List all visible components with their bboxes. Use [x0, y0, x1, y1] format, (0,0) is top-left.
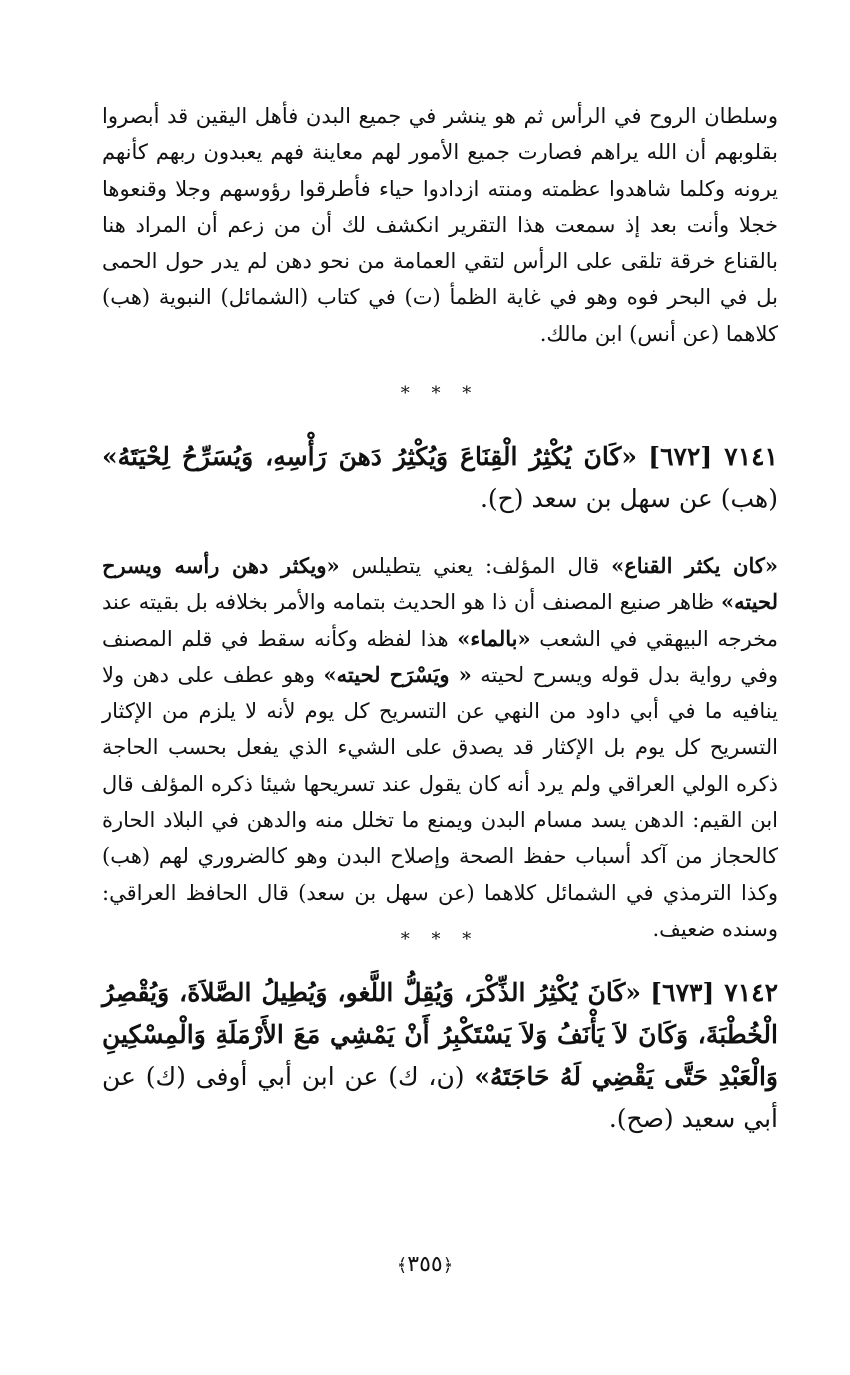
hadith-7142 — [102, 972, 778, 1152]
quoted-phrase: « ويَسْرَح لحيته» — [323, 661, 472, 687]
page-number-value: ٣٥٥ — [407, 1252, 443, 1277]
commentary-text: وهو عطف على دهن ولا ينافيه ما في أبي داود من النهي عن التسريح كل يوم لأنه لا يلزم من الإكثار التسريح كل يوم بل الإكثار قد يصدق على الشيء الذي يفعل بحسب الحاجة ذكره الولي العراقي ولم يرد أنه كان يقول عند تسريحها شيئا ذكره المؤلف قال ابن القيم: الدهن يسد مسام البدن ويمنع ما تخلل منه والدهن في البلاد الحارة كالحجاز من آكد أسباب حفظ الصحة وإصلاح البدن وهو كالضروري لهم (هب) وكذا الترمذي في الشمائل كلاهما (عن سهل بن سعد) قال الحافظ العراقي: وسنده ضعيف. — [102, 662, 778, 941]
quoted-phrase: «كان يكثر القناع» — [611, 553, 779, 578]
quoted-phrase: «ويكثر دهن رأسه ويسرح لحيته» — [102, 553, 778, 615]
hadith-text: «كَانَ يُكْثِرُ الذِّكْرَ، وَيُقِلُّ اللَّغو، وَيُطِيلُ الصَّلاَةَ، وَيُقْصِرُ الْخُطْبَةَ، وَكَانَ لاَ يَأْنَفُ وَلاَ يَسْتَكْبِرُ أَنْ يَمْشِي مَعَ الأَرْمَلَةِ وَالْمِسْكِينِ وَالْعَبْدِ حَتَّى يَقْضِي لَهُ حَاجَتَهُ» — [102, 978, 778, 1091]
hadith-number: ٧١٤١ [٦٧٢] — [648, 442, 778, 471]
hadith-source: (هب) عن سهل بن سعد (ح). — [479, 484, 778, 513]
hadith-number: ٧١٤٢ [٦٧٣] — [650, 978, 778, 1007]
hadith-text: «كَانَ يُكْثِرُ الْقِنَاعَ وَيُكْثِرُ دَهنَ رَأْسِهِ، وَيُسَرِّحُ لِحْيَتَهُ» — [102, 442, 638, 471]
commentary-text: قال المؤلف: يعني يتطيلس — [339, 554, 612, 578]
commentary-text: هذا لفظه وكأنه سقط في قلم المصنف وفي رواية بدل قوله ويسرح لحيته — [102, 626, 779, 687]
ornament-icon: ﴿ — [442, 1255, 454, 1276]
section-separator: * * * — [400, 383, 480, 404]
hadith-source: (ن، ك) عن ابن أبي أوفى (ك) عن أبي سعيد (صح). — [102, 1062, 778, 1133]
hadith-7141 — [102, 436, 778, 530]
commentary-paragraph-2 — [102, 548, 779, 941]
page-number — [0, 1252, 850, 1277]
page-body — [102, 98, 778, 1152]
ornament-icon: ﴾ — [396, 1255, 408, 1276]
commentary-paragraph-1: وسلطان الروح في الرأس ثم هو ينشر في جميع البدن فأهل اليقين قد أبصروا بقلوبهم أن الله يراهم فصارت جميع الأمور لهم معاينة فهم يعبدون ربهم كأنهم يرونه وكلما شاهدوا عظمته ومنته ازدادوا حياء فأطرقوا رؤوسهم وجلا وقنعوها خجلا وأنت بعد إذ سمعت هذا التقرير انكشف لك أن من زعم أن المراد هنا بالقناع خرقة تلقى على الرأس لتقي العمامة من نحو دهن لم يدر حول الحمى بل في البحر فوه وهو في غاية الظمأ (ت) في كتاب (الشمائل) النبوية (هب) كلاهما (عن أنس) ابن مالك. — [102, 104, 778, 346]
section-separator: * * * — [400, 929, 480, 950]
quoted-phrase: «بالماء» — [457, 625, 531, 651]
commentary-text: ظاهر صنيع المصنف أن ذا هو الحديث بتمامه والأمر بخلافه بل بقيته عند مخرجه البيهقي في الشعب — [102, 590, 778, 651]
